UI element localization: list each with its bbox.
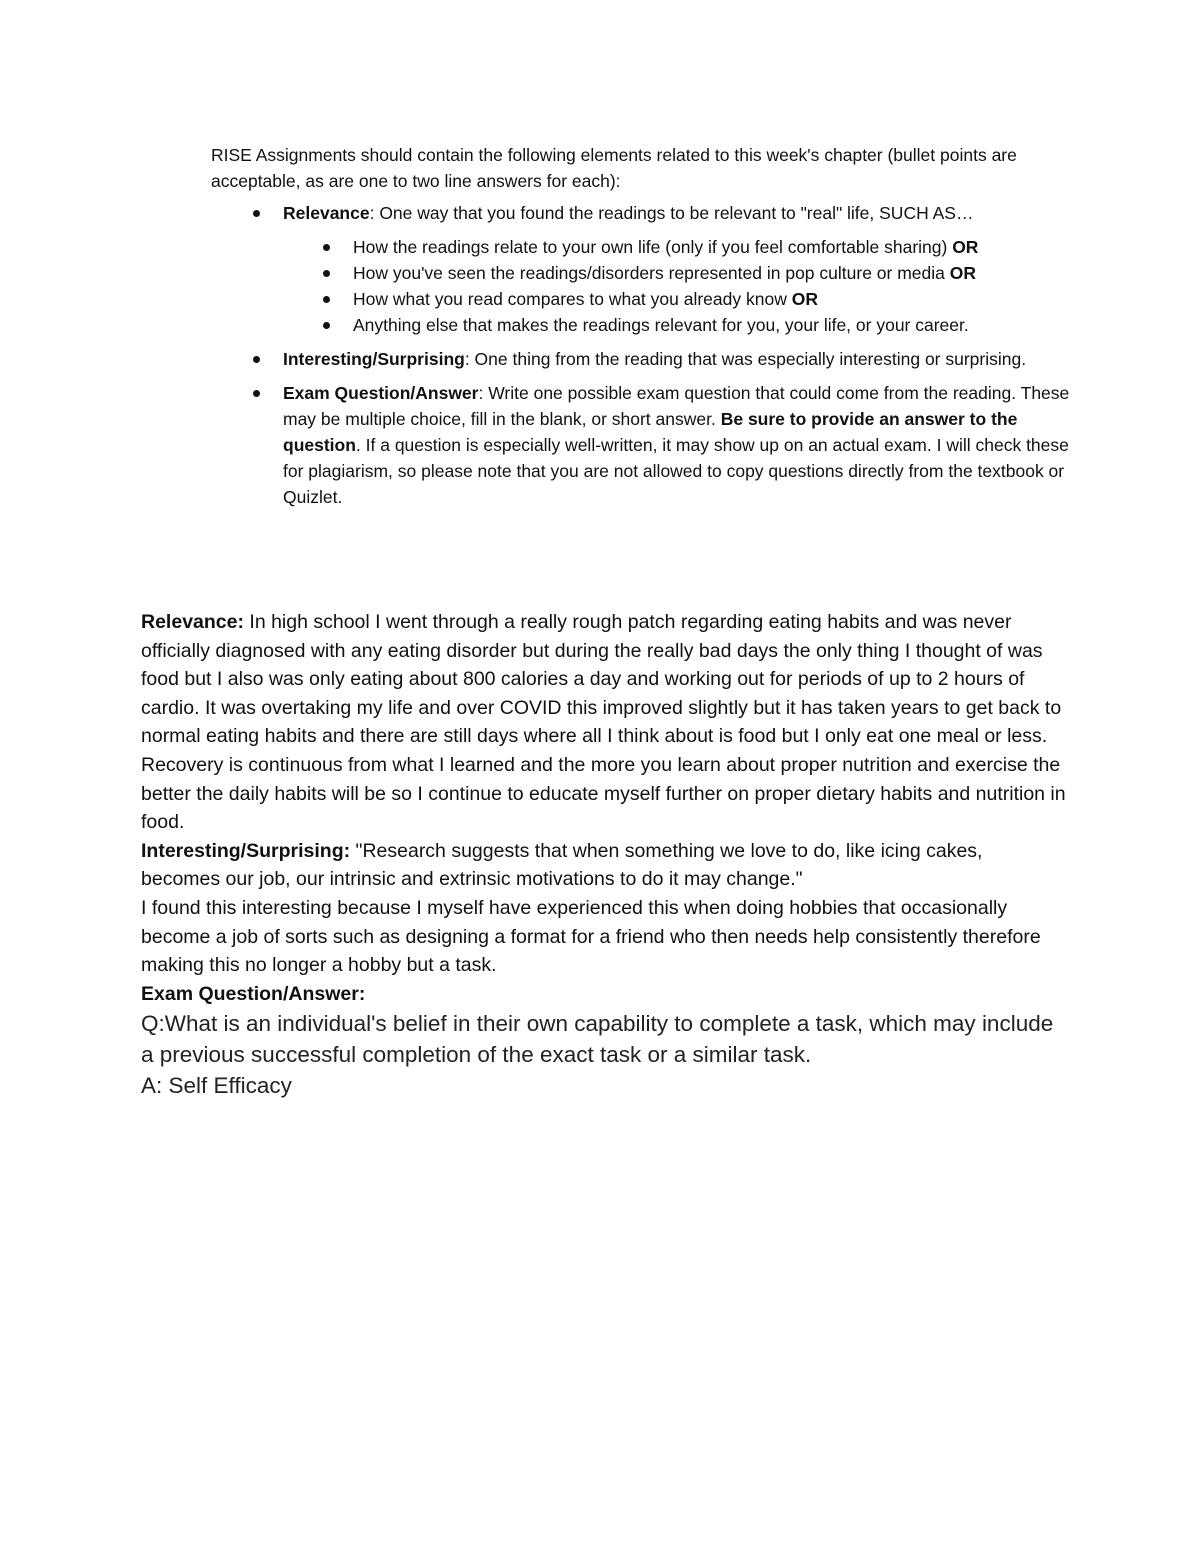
exam-label: Exam Question/Answer (283, 383, 479, 403)
response-interesting-label: Interesting/Surprising: (141, 839, 351, 862)
list-item-relevance (283, 200, 1071, 338)
response-interesting-quote: "Research suggests that when something we love to do, like icing cakes, becomes our job, our intrinsic and extrinsic motivations to do it may change." (141, 839, 983, 891)
response-relevance-label: Relevance: (141, 611, 244, 633)
exam-text-1: : Write one possible exam question that could come from the reading. These may be multiple choice, fill in the blank, or short answer. (283, 383, 1070, 429)
interesting-label: Interesting/Surprising (283, 349, 465, 369)
student-response (141, 608, 1066, 1101)
response-interesting-text: I found this interesting because I myself have experienced this when doing hobbies that occasionally become a job of sorts such as designing a format for a friend who then needs help consistently therefore making this no longer a hobby but a task. (141, 896, 1041, 977)
list-item-interesting (283, 346, 1071, 372)
instructions-intro: RISE Assignments should contain the following elements related to this week's chapter (bullet points are acceptable, as are one to two line answers for each): (211, 145, 1017, 191)
exam-text-2: . If a question is especially well-written, it may show up on an actual exam. I will check these for plagiarism, so please note that you are not allowed to copy questions directly from the textbook or Quizlet. (283, 435, 1069, 507)
list-item-exam (283, 380, 1071, 510)
exam-answer: A: Self Efficacy (141, 1073, 292, 1099)
response-exam-label: Exam Question/Answer: (141, 982, 366, 1005)
list-item: How what you read compares to what you already know OR (353, 286, 1071, 312)
response-relevance (141, 608, 1066, 837)
list-item: How the readings relate to your own life (only if you feel comfortable sharing) OR (353, 234, 1071, 260)
relevance-label: Relevance (283, 203, 370, 223)
relevance-sub-list (283, 234, 1071, 338)
list-item: Anything else that makes the readings relevant for you, your life, or your career. (353, 312, 1071, 338)
response-interesting (141, 837, 1066, 894)
instructions-list (211, 200, 1071, 510)
relevance-text: : One way that you found the readings to be relevant to "real" life, SUCH AS… (369, 203, 974, 223)
response-exam-label-line (141, 980, 1066, 1009)
list-item: How you've seen the readings/disorders represented in pop culture or media OR (353, 260, 1071, 286)
exam-question: Q:What is an individual's belief in their own capability to complete a task, which may include a previous successful completion of the exact task or a similar task. (141, 1011, 1054, 1068)
response-relevance-text: In high school I went through a really rough patch regarding eating habits and was never officially diagnosed with any eating disorder but during the really bad days the only thing I thought of was food but I also was only eating about 800 calories a day and working out for periods of up to 2 hours of cardio. It was overtaking my life and over COVID this improved slightly but it has taken years to get back to normal eating habits and there are still days where all I think about is food but I only eat one meal or less. Recovery is continuous from what I learned and the more you learn about proper nutrition and exercise the better the daily habits will be so I continue to educate myself further on proper dietary habits and nutrition in food. (141, 611, 1066, 834)
interesting-text: : One thing from the reading that was especially interesting or surprising. (464, 349, 1027, 369)
assignment-instructions (211, 142, 1071, 518)
exam-bold: Be sure to provide an answer to the question (283, 409, 1018, 455)
